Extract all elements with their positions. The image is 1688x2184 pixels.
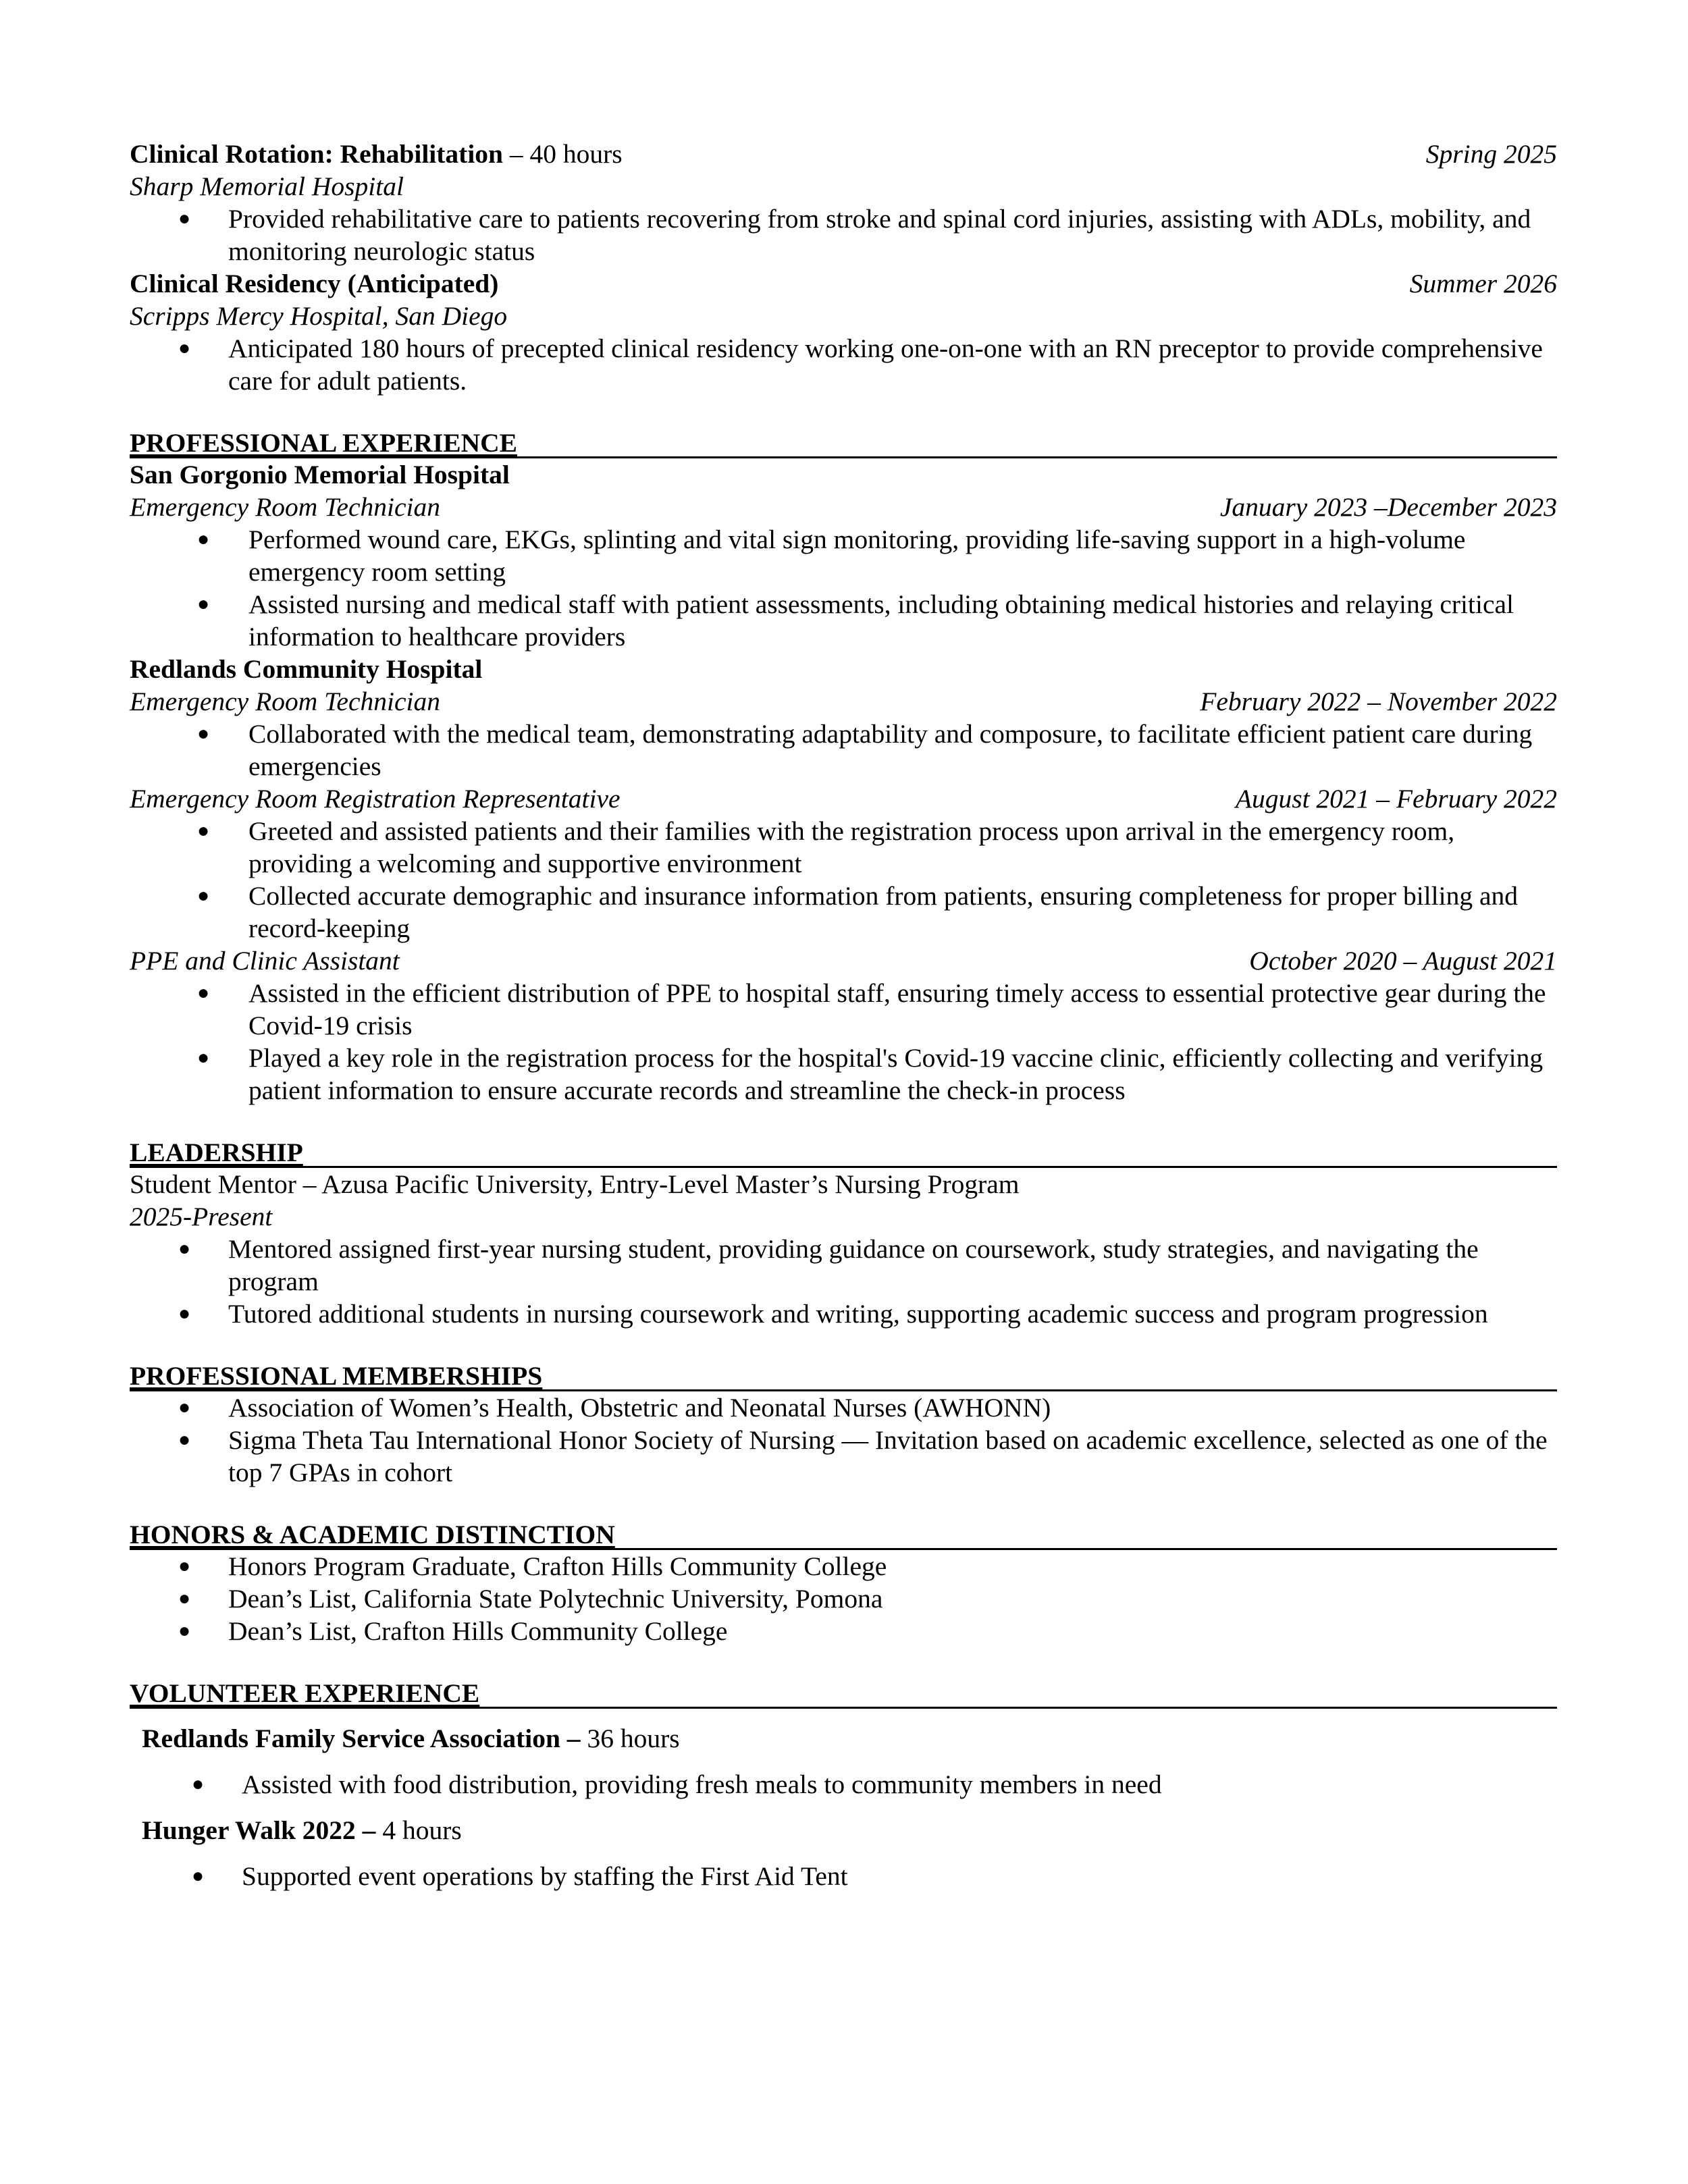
role-header bbox=[130, 685, 1557, 718]
bullet-icon: ● bbox=[197, 820, 210, 842]
bullet-icon: ● bbox=[178, 207, 191, 230]
clinical-date: Spring 2025 bbox=[1425, 139, 1557, 169]
bullet-icon: ● bbox=[178, 1620, 191, 1642]
list-item: ● Dean’s List, California State Polytechnic University, Pomona bbox=[178, 1584, 883, 1614]
role-title: Emergency Room Technician bbox=[130, 492, 440, 522]
bullet-icon: ● bbox=[197, 593, 210, 615]
list-item: ● Provided rehabilitative care to patients recovering from stroke and spinal cord injuries, assisting with ADLs, mobility, and monitoring neurologic status bbox=[178, 204, 1531, 266]
bullet-icon: ● bbox=[197, 528, 210, 550]
role-date: August 2021 – February 2022 bbox=[1235, 784, 1557, 814]
bullet-list bbox=[130, 523, 1557, 653]
section-heading: LEADERSHIP bbox=[130, 1139, 1557, 1168]
bullet-icon: ● bbox=[178, 1587, 191, 1609]
leadership-role: Student Mentor – Azusa Pacific University, Entry-Level Master’s Nursing Program bbox=[130, 1169, 1020, 1199]
leadership-date: 2025-Present bbox=[130, 1202, 273, 1231]
role-title: Emergency Room Registration Representative bbox=[130, 784, 621, 814]
volunteer-name: Redlands Family Service Association – bbox=[142, 1724, 581, 1753]
role-date: October 2020 – August 2021 bbox=[1249, 946, 1557, 976]
bullet-list bbox=[130, 203, 1557, 267]
bullet-list bbox=[130, 977, 1557, 1107]
bullet-list bbox=[130, 1233, 1557, 1330]
bullet-icon: ● bbox=[178, 1302, 191, 1325]
list-item: ● Greeted and assisted patients and their families with the registration process upon arrival in the emergency room, providing a welcoming and supportive environment bbox=[197, 816, 1455, 878]
list-item: ● Honors Program Graduate, Crafton Hills Community College bbox=[178, 1551, 887, 1581]
role-title: Emergency Room Technician bbox=[130, 687, 440, 716]
clinical-entry-header bbox=[130, 267, 1557, 300]
bullet-list bbox=[130, 1550, 1557, 1647]
list-item: ● Assisted in the efficient distribution of PPE to hospital staff, ensuring timely access to essential protective gear during the Covid-19 crisis bbox=[197, 978, 1546, 1040]
honors-section bbox=[130, 1521, 1557, 1647]
role-date: January 2023 –December 2023 bbox=[1219, 492, 1557, 522]
bullet-list bbox=[130, 332, 1557, 397]
bullet-icon: ● bbox=[197, 1046, 210, 1069]
clinical-date: Summer 2026 bbox=[1409, 269, 1557, 298]
list-item: ● Collaborated with the medical team, demonstrating adaptability and composure, to facilitate efficient patient care during emergencies bbox=[197, 719, 1533, 781]
list-item: ● Mentored assigned first-year nursing student, providing guidance on coursework, study strategies, and navigating the program bbox=[178, 1234, 1479, 1296]
bullet-list bbox=[130, 815, 1557, 944]
bullet-list bbox=[130, 718, 1557, 782]
bullet-list bbox=[130, 1860, 1557, 1892]
volunteer-section bbox=[130, 1680, 1557, 1892]
section-heading: PROFESSIONAL EXPERIENCE bbox=[130, 429, 1557, 458]
role-title: PPE and Clinic Assistant bbox=[130, 946, 400, 976]
list-item: ● Association of Women’s Health, Obstetric and Neonatal Nurses (AWHONN) bbox=[178, 1393, 1051, 1422]
list-item: ● Assisted with food distribution, providing fresh meals to community members in need bbox=[192, 1769, 1162, 1799]
employer-name: Redlands Community Hospital bbox=[130, 654, 483, 684]
clinical-section bbox=[130, 138, 1557, 397]
role-header bbox=[130, 782, 1557, 815]
clinical-place: Sharp Memorial Hospital bbox=[130, 171, 404, 201]
clinical-title: Clinical Residency (Anticipated) bbox=[130, 269, 499, 298]
bullet-icon: ● bbox=[197, 884, 210, 907]
bullet-icon: ● bbox=[192, 1773, 205, 1795]
volunteer-name: Hunger Walk 2022 – bbox=[142, 1815, 376, 1845]
bullet-icon: ● bbox=[178, 337, 191, 359]
bullet-list bbox=[130, 1768, 1557, 1801]
clinical-title: Clinical Rotation: Rehabilitation bbox=[130, 139, 504, 169]
bullet-icon: ● bbox=[192, 1865, 205, 1887]
list-item: ● Performed wound care, EKGs, splinting and vital sign monitoring, providing life-saving support in a high-volume emergency room setting bbox=[197, 525, 1466, 587]
section-heading: HONORS & ACADEMIC DISTINCTION bbox=[130, 1521, 1557, 1550]
list-item: ● Tutored additional students in nursing coursework and writing, supporting academic success and program progression bbox=[178, 1299, 1488, 1329]
list-item: ● Played a key role in the registration process for the hospital's Covid-19 vaccine clinic, efficiently collecting and verifying patient information to ensure accurate records and streamline the check-in process bbox=[197, 1043, 1544, 1105]
list-item: ● Supported event operations by staffing the First Aid Tent bbox=[192, 1861, 848, 1891]
role-header bbox=[130, 944, 1557, 977]
section-heading: VOLUNTEER EXPERIENCE bbox=[130, 1680, 1557, 1709]
list-item: ● Sigma Theta Tau International Honor Society of Nursing — Invitation based on academic excellence, selected as one of the top 7 GPAs in cohort bbox=[178, 1425, 1548, 1487]
clinical-place: Scripps Mercy Hospital, San Diego bbox=[130, 301, 508, 331]
clinical-hours: – 40 hours bbox=[509, 139, 623, 169]
employer-name: San Gorgonio Memorial Hospital bbox=[130, 460, 510, 489]
resume-page bbox=[130, 138, 1557, 1892]
volunteer-hours: 36 hours bbox=[580, 1724, 680, 1753]
list-item: ● Assisted nursing and medical staff with patient assessments, including obtaining medical histories and relaying critical information to healthcare providers bbox=[197, 589, 1514, 651]
bullet-list bbox=[130, 1391, 1557, 1489]
bullet-icon: ● bbox=[197, 722, 210, 745]
volunteer-entry bbox=[130, 1814, 1557, 1846]
list-item: ● Collected accurate demographic and insurance information from patients, ensuring completeness for proper billing and record-keeping bbox=[197, 881, 1519, 943]
role-date: February 2022 – November 2022 bbox=[1200, 687, 1557, 716]
section-heading: PROFESSIONAL MEMBERSHIPS bbox=[130, 1362, 1557, 1391]
volunteer-hours: 4 hours bbox=[375, 1815, 462, 1845]
bullet-icon: ● bbox=[197, 982, 210, 1004]
bullet-icon: ● bbox=[178, 1429, 191, 1451]
professional-experience-section bbox=[130, 429, 1557, 1107]
leadership-section bbox=[130, 1139, 1557, 1330]
list-item: ● Anticipated 180 hours of precepted clinical residency working one-on-one with an RN preceptor to provide comprehensive care for adult patients. bbox=[178, 334, 1543, 396]
clinical-entry-header bbox=[130, 138, 1557, 170]
role-header bbox=[130, 491, 1557, 523]
volunteer-entry bbox=[130, 1722, 1557, 1755]
list-item: ● Dean’s List, Crafton Hills Community College bbox=[178, 1616, 728, 1646]
bullet-icon: ● bbox=[178, 1555, 191, 1577]
memberships-section bbox=[130, 1362, 1557, 1489]
bullet-icon: ● bbox=[178, 1237, 191, 1260]
bullet-icon: ● bbox=[178, 1396, 191, 1418]
